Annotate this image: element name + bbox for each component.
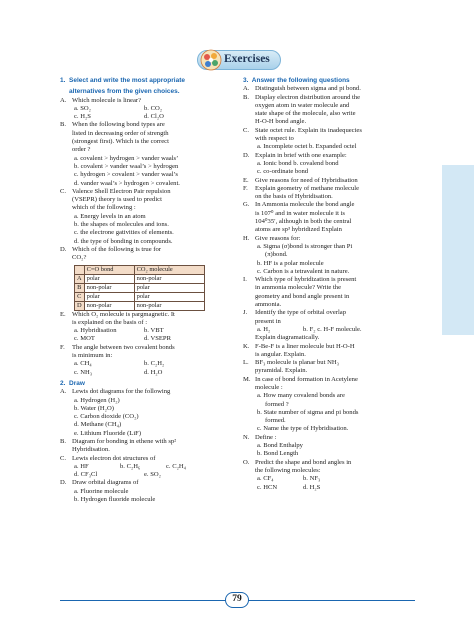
question-letter: E.: [243, 176, 249, 184]
question-text: Display electron distribution around the: [255, 93, 361, 101]
option-text: d. Cl₂O: [144, 113, 164, 121]
continuation-text: is minimum in:: [72, 352, 113, 360]
question-line: [243, 359, 423, 367]
continuation-text: is 107⁰ and in water molecule it is: [255, 209, 345, 217]
bond-table: [74, 265, 205, 311]
option-text: a. HF: [74, 462, 89, 470]
table-row: [75, 283, 205, 292]
option-line: [60, 155, 232, 163]
option-text: d. Methane (CH₄): [74, 421, 122, 429]
option-text: a. Sigma (σ)bond is stronger than Pi: [257, 242, 353, 250]
question-line: [243, 276, 423, 284]
option-text: b. NF₃: [303, 475, 321, 483]
continuation-text: (VSEPR) theory is used to predict: [72, 196, 162, 204]
bond-table-wrap: [60, 263, 232, 311]
question-line: [243, 459, 423, 467]
question-line: [60, 311, 232, 319]
option-text: a. Incomplete octet b. Expanded octel: [257, 143, 357, 151]
question-line: [60, 479, 232, 487]
question-text: Which type of hybridization is present: [255, 276, 357, 284]
question-line: [243, 309, 423, 317]
question-letter: M.: [243, 375, 251, 383]
option-line: [243, 160, 423, 168]
option-text: d. H₂S: [303, 483, 321, 491]
question-text: F-Be-F is a liner molecule but H-O-H: [255, 342, 355, 350]
question-text: Lewis dot diagrams for the following: [72, 388, 171, 396]
continuation-line: [243, 210, 423, 218]
section-heading: [60, 88, 232, 96]
question-line: [60, 97, 232, 105]
question-text: State octet rule. Explain its inadequecies: [255, 126, 362, 134]
continuation-line: [60, 130, 232, 138]
question-letter: A.: [60, 388, 67, 396]
option-text: e. SO₂: [144, 471, 161, 479]
question-letter: D.: [60, 245, 67, 253]
option-text: c. co-ordinate bond: [257, 168, 309, 176]
option-text: a. Energy levels in an atom: [74, 212, 146, 220]
continuation-line: [243, 417, 423, 425]
continuation-line: [60, 254, 232, 262]
option-text: c. MOT: [74, 335, 95, 343]
question-letter: A.: [243, 85, 250, 93]
question-line: [243, 434, 423, 442]
question-line: [243, 152, 423, 160]
continuation-text: state shape of the molecule, also write: [255, 110, 356, 118]
question-letter: G.: [243, 201, 250, 209]
option-line: [60, 430, 232, 438]
question-letter: O.: [243, 458, 250, 466]
continuation-line: [60, 204, 232, 212]
page-title: Exercises: [224, 53, 270, 65]
option-text: b. Bond Length: [257, 450, 299, 458]
question-text: Explain geometry of methane molecule: [255, 184, 359, 192]
continuation-text: which of the following :: [72, 204, 136, 212]
continuation-text: is angular. Explain.: [255, 350, 306, 358]
table-header-cell: [75, 265, 85, 274]
option-triple: [60, 463, 232, 471]
table-header-row: [75, 265, 205, 274]
option-line: [243, 243, 423, 251]
table-header-cell: C=O bond: [84, 265, 134, 274]
option-pair: [60, 327, 232, 335]
question-text: Explain in brief with one example:: [255, 151, 347, 159]
option-text: b. Hydrogen fluoride molecule: [74, 496, 156, 504]
continuation-text: formed.: [265, 417, 286, 425]
option-pair: [243, 326, 423, 334]
option-line: [243, 425, 423, 433]
option-text: b. the shapes of molecules and ions.: [74, 221, 169, 229]
option-line: [243, 442, 423, 450]
option-text: b. HF is a polar molecule: [257, 259, 324, 267]
continuation-line: [243, 351, 423, 359]
continuation-line: [60, 319, 232, 327]
question-line: [243, 185, 423, 193]
option-line: [243, 143, 423, 151]
option-line: [60, 213, 232, 221]
question-text: Identify the type of orbital overlap: [255, 309, 346, 317]
section-heading-text: alternatives from the given choices.: [60, 88, 180, 96]
question-text: The angle between two covalent bonds: [72, 343, 175, 351]
option-text: a. How many covalend bonds are: [257, 392, 345, 400]
table-cell: B: [75, 283, 85, 292]
question-line: [243, 235, 423, 243]
continuation-text: geometry and bond angle present in: [255, 292, 350, 300]
option-text: c. the electrone gativities of elements.: [74, 229, 174, 237]
option-line: [60, 229, 232, 237]
question-line: [243, 177, 423, 185]
option-line: [60, 180, 232, 188]
question-letter: A.: [60, 96, 67, 104]
continuation-text: order ?: [72, 146, 91, 154]
continuation-text: oxygen atom in water molecule and: [255, 101, 350, 109]
question-line: [60, 455, 232, 463]
question-letter: C.: [243, 126, 250, 134]
flower-icon: [200, 49, 222, 71]
left-column: [60, 77, 232, 504]
continuation-text: Hybridisation.: [72, 446, 110, 454]
continuation-line: [243, 118, 423, 126]
continuation-line: [60, 196, 232, 204]
option-text: c. H₂S: [74, 113, 91, 121]
question-text: Lewis electron dot structures of: [72, 454, 156, 462]
option-pair: [60, 369, 232, 377]
option-line: [60, 488, 232, 496]
continuation-line: [60, 352, 232, 360]
option-text: a. Hydrogen (H₂): [74, 396, 120, 404]
continuation-line: [243, 293, 423, 301]
continuation-text: the following molecules:: [255, 466, 321, 474]
question-text: Which of the following is true for: [72, 245, 161, 253]
question-text: Draw orbital diagrams of: [72, 479, 139, 487]
table-cell: C: [75, 292, 85, 301]
continuation-line: [243, 251, 423, 259]
continuation-text: present in: [255, 317, 281, 325]
question-letter: H.: [243, 234, 250, 242]
option-line: [60, 397, 232, 405]
table-header-cell: CO₂ molecule: [134, 265, 204, 274]
option-line: [60, 238, 232, 246]
question-letter: L.: [243, 359, 249, 367]
question-line: [243, 376, 423, 384]
option-text: a. H₂: [257, 325, 271, 333]
table-row: [75, 274, 205, 283]
continuation-line: [243, 367, 423, 375]
question-text: Predict the shape and bond angles in: [255, 458, 352, 466]
option-text: d. the type of bonding in compounds.: [74, 237, 173, 245]
option-text: b. State number of sigma and pi bonds: [257, 408, 359, 416]
option-text: b. F₂ c. H-F molecule.: [303, 325, 362, 333]
option-text: c. HCN: [257, 483, 278, 491]
option-text: a. Fluorine molecule: [74, 487, 129, 495]
table-cell: D: [75, 301, 85, 310]
question-text: In Ammonia molecule the bond angle: [255, 201, 355, 209]
continuation-text: (π)bond.: [265, 251, 288, 259]
continuation-line: [243, 102, 423, 110]
option-pair: [60, 335, 232, 343]
option-text: a. CF₄: [257, 475, 274, 483]
option-text: b. covalent > vander waal’s > hydrogen: [74, 162, 179, 170]
option-line: [60, 421, 232, 429]
continuation-text: CO₂?: [72, 254, 87, 262]
option-text: a. CH₄: [74, 360, 92, 368]
question-letter: I.: [243, 276, 247, 284]
continuation-text: ammonia.: [255, 301, 282, 309]
question-text: Diagram for bonding in ethene with sp²: [72, 437, 177, 445]
question-line: [60, 438, 232, 446]
continuation-line: [243, 284, 423, 292]
continuation-line: [243, 334, 423, 342]
option-line: [60, 413, 232, 421]
question-text: In case of bond formation in Acetylene: [255, 375, 358, 383]
option-text: d. vander waal’s > hydrogen > covalent.: [74, 179, 180, 187]
continuation-text: (strongest first). Which is the correct: [72, 138, 169, 146]
table-cell: polar: [134, 292, 204, 301]
option-line: [243, 260, 423, 268]
question-letter: D.: [243, 151, 250, 159]
question-letter: B.: [60, 437, 67, 445]
table-cell: non-polar: [134, 274, 204, 283]
question-line: [243, 85, 423, 93]
question-line: [243, 127, 423, 135]
question-line: [60, 388, 232, 396]
question-text: Give reasons for:: [255, 234, 301, 242]
section-heading: [243, 77, 423, 85]
option-pair: [60, 113, 232, 121]
option-line: [243, 268, 423, 276]
section-heading: [60, 77, 232, 85]
option-text: c. Carbon dioxide (CO₂): [74, 413, 139, 421]
continuation-line: [243, 226, 423, 234]
option-line: [60, 163, 232, 171]
section-heading-text: 1. Select and write the most appropriate: [60, 77, 185, 84]
continuation-line: [60, 146, 232, 154]
question-line: [243, 343, 423, 351]
continuation-text: listed in decreasing order of strength: [72, 129, 169, 137]
option-pair: [60, 105, 232, 113]
option-text: e. Lithium Fluoride (LiF): [74, 429, 142, 437]
question-line: [60, 188, 232, 196]
continuation-line: [243, 218, 423, 226]
question-text: Give reasons for need of Hybridisation: [255, 176, 358, 184]
continuation-line: [243, 135, 423, 143]
question-text: When the following bond types are: [72, 121, 165, 129]
option-text: b. Water (H₂O): [74, 404, 114, 412]
continuation-line: [60, 446, 232, 454]
option-text: c. hydrogen > covalent > vander waal’s: [74, 171, 178, 179]
option-line: [243, 392, 423, 400]
continuation-line: [243, 301, 423, 309]
option-text: c. NH₃: [74, 368, 93, 376]
continuation-line: [243, 467, 423, 475]
option-text: a. Ionic bond b. covalend bond: [257, 159, 339, 167]
continuation-line: [243, 110, 423, 118]
option-text: d. H₂O: [144, 368, 163, 376]
option-line: [243, 168, 423, 176]
option-text: b. C₂H₆: [120, 462, 141, 470]
question-letter: F.: [243, 184, 248, 192]
question-line: [60, 121, 232, 129]
option-pair: [243, 475, 423, 483]
option-line: [243, 409, 423, 417]
question-text: Which molecule is linear?: [72, 96, 142, 104]
continuation-text: H-O-H bond angle.: [255, 118, 307, 126]
continuation-text: with respect to: [255, 135, 294, 143]
question-letter: E.: [60, 310, 66, 318]
question-letter: C.: [60, 187, 67, 195]
question-letter: F.: [60, 343, 65, 351]
continuation-text: is explained on the basis of :: [72, 318, 148, 326]
option-text: a. Bond Enthalpy: [257, 442, 303, 450]
option-text: a. Hybridisation: [74, 327, 117, 335]
right-column: [243, 77, 423, 492]
exercises-header: [197, 50, 281, 70]
continuation-line: [243, 193, 423, 201]
continuation-line: [243, 318, 423, 326]
option-pair: [60, 360, 232, 368]
option-line: [60, 171, 232, 179]
continuation-text: in ammonia molecule? Write the: [255, 284, 342, 292]
question-letter: B.: [243, 93, 250, 101]
option-pair: [60, 471, 232, 479]
option-text: a. covalent > hydrogen > vander waals’: [74, 154, 179, 162]
question-text: BF₃ molecule is planar but NH₃: [255, 359, 339, 367]
option-text: b. C₂H₂: [144, 360, 165, 368]
question-line: [60, 246, 232, 254]
option-line: [60, 405, 232, 413]
question-letter: J.: [243, 309, 248, 317]
option-text: c. Name the type of Hybridisation.: [257, 425, 349, 433]
option-text: c. Carbon is a tetravalent in nature.: [257, 267, 350, 275]
question-line: [243, 201, 423, 209]
table-row: [75, 301, 205, 310]
section-heading-text: 2. Draw: [60, 379, 85, 387]
table-cell: polar: [134, 283, 204, 292]
question-letter: N.: [243, 433, 250, 441]
option-line: [60, 221, 232, 229]
section-heading-text: 3. Answer the following questions: [243, 77, 350, 84]
continuation-line: [60, 138, 232, 146]
option-line: [243, 450, 423, 458]
continuation-text: molecule :: [255, 383, 283, 391]
option-text: a. SO₂: [74, 104, 91, 112]
side-tab: [442, 165, 474, 335]
question-text: Distinguish between sigma and pi bond.: [255, 85, 361, 93]
continuation-line: [243, 384, 423, 392]
continuation-text: pyramidal. Explain.: [255, 367, 308, 375]
table-cell: non-polar: [84, 301, 134, 310]
option-text: c. C₂H₄: [166, 462, 186, 470]
continuation-text: 104⁰35′, although in both the central: [255, 218, 352, 226]
question-letter: K.: [243, 342, 250, 350]
continuation-text: formed ?: [265, 400, 289, 408]
question-letter: B.: [60, 121, 67, 129]
question-line: [243, 94, 423, 102]
option-text: b. CO₂: [144, 104, 163, 112]
question-text: Define :: [255, 433, 277, 441]
option-pair: [243, 484, 423, 492]
page-number: 79: [225, 592, 249, 608]
question-text: Valence Shell Electron Pair repulsion: [72, 187, 171, 195]
question-text: Which O₂ molecule is pargmagnetic. It: [72, 310, 175, 318]
continuation-text: on the basis of Hybridisation.: [255, 193, 333, 201]
table-cell: non-polar: [84, 283, 134, 292]
option-text: d. VSEPR: [144, 335, 171, 343]
table-cell: A: [75, 274, 85, 283]
continuation-text: atoms are sp³ hybridized Explain: [255, 226, 342, 234]
table-cell: polar: [84, 274, 134, 283]
section-heading: [60, 380, 232, 388]
continuation-line: [243, 401, 423, 409]
table-cell: polar: [84, 292, 134, 301]
question-letter: D.: [60, 479, 67, 487]
continuation-text: Explain diagramatically.: [255, 334, 320, 342]
table-row: [75, 292, 205, 301]
option-line: [60, 496, 232, 504]
option-text: b. VBT: [144, 327, 164, 335]
question-letter: C.: [60, 454, 67, 462]
table-cell: non-polar: [134, 301, 204, 310]
question-line: [60, 344, 232, 352]
option-text: d. CF₃Cl: [74, 471, 98, 479]
